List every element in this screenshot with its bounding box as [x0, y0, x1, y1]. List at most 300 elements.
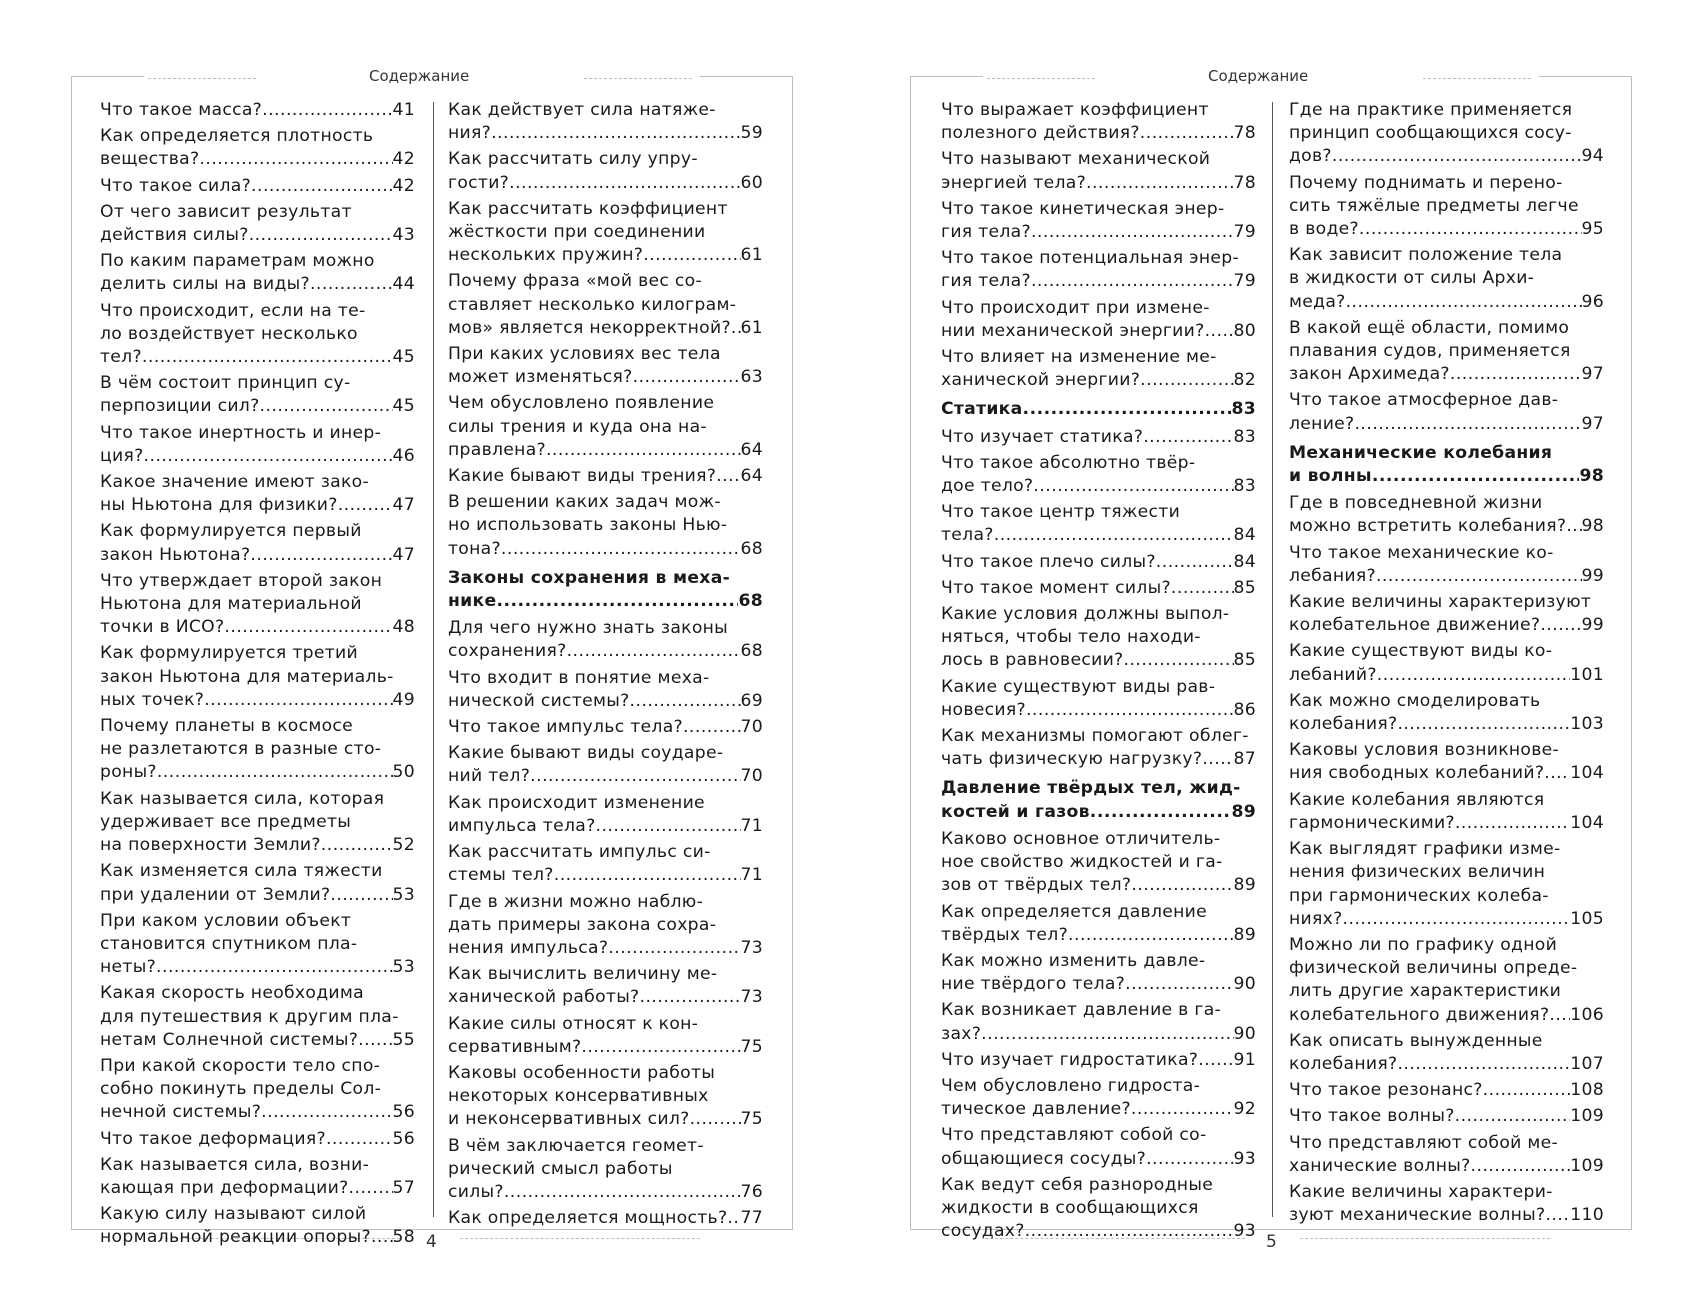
toc-entry: [941, 148, 1256, 194]
toc-entry: [100, 125, 415, 171]
toc-entry: [941, 426, 1256, 449]
toc-entry-last-line: [100, 346, 415, 369]
toc-entry-last-line: [448, 1181, 763, 1204]
toc-leader-dots: [1566, 515, 1581, 538]
toc-entry-last-line: [1289, 1204, 1604, 1227]
toc-entry-text: ханической работы?: [448, 987, 640, 1008]
toc-section-heading: [1289, 442, 1604, 488]
toc-entry-text: точки в ИСО?: [100, 617, 225, 638]
toc-entry-line: Чем обусловлено появление: [448, 393, 715, 414]
toc-entry-line: жидкости в сообщающихся: [941, 1197, 1199, 1218]
toc-entry-last-line: [1289, 565, 1604, 588]
toc-entry-text: сохранения?: [448, 641, 567, 662]
toc-entry-last-line: [941, 398, 1256, 421]
toc-entry-last-line: [941, 748, 1256, 771]
toc-entry-last-line: [100, 1226, 415, 1249]
toc-page-number: 69: [740, 690, 763, 711]
toc-entry-text: и волны: [1289, 466, 1372, 487]
toc-leader-dots: [156, 956, 392, 979]
toc-entry: [100, 642, 415, 712]
toc-entry-line: Как формулируется первый: [100, 521, 362, 542]
toc-entry-text: нения импульса?: [448, 937, 609, 958]
toc-entry-line: При каком условии объект: [100, 910, 352, 931]
toc-entry-text: ханической энергии?: [941, 370, 1141, 391]
toc-page-number: 89: [1233, 924, 1256, 945]
toc-entry-line: Какая скорость необходима: [100, 983, 364, 1004]
toc-entry-text: чать физическую нагрузку?: [941, 749, 1203, 770]
toc-entry-text: Что такое плечо силы?: [941, 551, 1156, 572]
toc-entry: [1289, 389, 1604, 435]
right-header-dash-1: [987, 78, 1095, 79]
toc-entry-line: Почему планеты в космосе: [100, 716, 354, 737]
toc-entry-text: зуют механические волны?: [1289, 1205, 1546, 1226]
toc-section-heading: [941, 777, 1256, 823]
toc-leader-dots: [1471, 1155, 1571, 1178]
toc-entry-line: нения физических величин: [1289, 862, 1546, 883]
toc-page-number: 48: [392, 617, 415, 638]
toc-entry-text: роны?: [100, 762, 157, 783]
toc-entry: [941, 577, 1256, 600]
toc-entry-last-line: [100, 761, 415, 784]
toc-page-number: 47: [392, 495, 415, 516]
toc-entry-text: может изменяться?: [448, 367, 633, 388]
left-column-divider: [433, 102, 434, 1217]
toc-entry-last-line: [941, 924, 1256, 947]
toc-entry-line: Как ведут себя разнородные: [941, 1174, 1214, 1195]
toc-leader-dots: [371, 1226, 393, 1249]
toc-entry-line: для путешествия к другим пла-: [100, 1006, 399, 1027]
toc-entry: [941, 676, 1256, 722]
toc-entry-last-line: [1289, 713, 1604, 736]
toc-entry-last-line: [941, 699, 1256, 722]
toc-page-number: 53: [392, 884, 415, 905]
toc-page-number: 109: [1570, 1155, 1604, 1176]
toc-entry-line: Что такое инертность и инер-: [100, 422, 382, 443]
toc-leader-dots: [1346, 291, 1582, 314]
toc-page-number: 45: [392, 347, 415, 368]
toc-page-number: 73: [740, 987, 763, 1008]
toc-entry-line: Где на практике применяется: [1289, 100, 1573, 120]
toc-entry-last-line: [448, 172, 763, 195]
toc-entry-last-line: [1289, 664, 1604, 687]
toc-entry-last-line: [1289, 762, 1604, 785]
toc-entry: [100, 1128, 415, 1151]
toc-entry-last-line: [448, 937, 763, 960]
toc-page-number: 49: [392, 689, 415, 710]
toc-leader-dots: [249, 224, 393, 247]
toc-entry-text: Что изучает статика?: [941, 426, 1144, 447]
toc-entry-last-line: [448, 439, 763, 462]
toc-entry-text: нической системы?: [448, 690, 630, 711]
toc-leader-dots: [250, 544, 392, 567]
toc-page-number: 52: [392, 835, 415, 856]
toc-leader-dots: [1068, 924, 1234, 947]
toc-entry-text: Что такое деформация?: [100, 1128, 326, 1149]
toc-page-number: 83: [1233, 476, 1256, 497]
toc-entry-last-line: [100, 445, 415, 468]
toc-page-number: 107: [1570, 1053, 1604, 1074]
toc-page-number: 108: [1570, 1080, 1604, 1101]
toc-entry-line: Как определяется давление: [941, 901, 1208, 922]
toc-leader-dots: [204, 689, 392, 712]
toc-entry-last-line: [448, 1036, 763, 1059]
toc-entry-line: удерживает все предметы: [100, 811, 352, 832]
toc-entry: [1289, 690, 1604, 736]
toc-page-number: 78: [1233, 172, 1256, 193]
toc-entry-last-line: [100, 616, 415, 639]
toc-entry-line: Что такое атмосферное дав-: [1289, 390, 1559, 411]
toc-entry-last-line: [941, 973, 1256, 996]
toc-entry: [1289, 99, 1604, 169]
toc-page-number: 86: [1233, 699, 1256, 720]
toc-entry: [100, 860, 415, 906]
toc-entry-line: По каким параметрам можно: [100, 251, 375, 272]
toc-leader-dots: [1125, 973, 1233, 996]
toc-entry-line: плавания судов, применяется: [1289, 341, 1571, 362]
toc-entry-line: Как вычислить величину ме-: [448, 964, 718, 985]
toc-entry-text: при удалении от Земли?: [100, 884, 331, 905]
toc-leader-dots: [224, 616, 392, 639]
toc-entry-last-line: [100, 99, 415, 122]
toc-leader-dots: [199, 148, 392, 171]
toc-entry: [941, 999, 1256, 1045]
toc-entry-text: ление?: [1289, 413, 1355, 434]
toc-entry: [448, 1135, 763, 1205]
left-page-number: 4: [426, 1232, 437, 1252]
toc-entry: [448, 1062, 763, 1132]
toc-leader-dots: [504, 1181, 741, 1204]
toc-page-number: 56: [392, 1102, 415, 1123]
toc-leader-dots: [501, 538, 741, 561]
toc-leader-dots: [1354, 413, 1581, 436]
toc-entry: [100, 520, 415, 566]
toc-entry-text: кающая при деформации?: [100, 1177, 349, 1198]
toc-entry-line: Почему фраза «мой вес со-: [448, 271, 702, 292]
toc-entry-line: Что происходит при измене-: [941, 297, 1210, 318]
toc-entry-last-line: [100, 395, 415, 418]
toc-entry-line: силы трения и куда она на-: [448, 416, 707, 437]
toc-entry-last-line: [941, 122, 1256, 145]
toc-entry-line: сить тяжёлые предметы легче: [1289, 195, 1579, 216]
toc-entry-line: В решении каких задач мож-: [448, 492, 721, 513]
toc-entry: [100, 471, 415, 517]
toc-leader-dots: [1033, 475, 1233, 498]
right-column-divider: [1272, 102, 1273, 1217]
toc-entry-line: Какое значение имеют зако-: [100, 472, 369, 493]
toc-entry-last-line: [100, 494, 415, 517]
toc-entry: [100, 1055, 415, 1125]
toc-entry-line: Какие бывают виды соударе-: [448, 743, 724, 764]
toc-entry: [1289, 1105, 1604, 1128]
toc-entry: [941, 725, 1256, 771]
toc-entry-line: некоторых консервативных: [448, 1086, 709, 1107]
toc-entry-last-line: [100, 1128, 415, 1151]
toc-leader-dots: [157, 761, 393, 784]
toc-entry-text: лебания?: [1289, 565, 1376, 586]
toc-leader-dots: [567, 640, 741, 663]
toc-entry-text: ниях?: [1289, 908, 1343, 929]
left-page-header: Содержание: [369, 67, 470, 85]
toc-page-number: 73: [740, 937, 763, 958]
toc-entry-text: нечной системы?: [100, 1102, 262, 1123]
right-page-number: 5: [1266, 1232, 1277, 1252]
toc-leader-dots: [731, 317, 741, 340]
toc-entry-line: Как называется сила, возни-: [100, 1154, 370, 1175]
toc-leader-dots: [994, 524, 1234, 547]
toc-page-number: 83: [1231, 399, 1256, 420]
toc-page-number: 45: [392, 396, 415, 417]
toc-page-number: 85: [1233, 577, 1256, 598]
toc-entry-line: рический смысл работы: [448, 1158, 673, 1179]
toc-entry-line: Как можно смоделировать: [1289, 690, 1541, 711]
toc-entry-last-line: [1289, 1053, 1604, 1076]
toc-leader-dots: [633, 366, 741, 389]
toc-entry-text: и неконсервативных сил?: [448, 1109, 690, 1130]
toc-entry-line: дать примеры закона сохра-: [448, 914, 717, 935]
toc-leader-dots: [1090, 801, 1232, 824]
toc-entry-text: ны Ньютона для физики?: [100, 495, 338, 516]
toc-page-number: 63: [740, 367, 763, 388]
toc-entry-text: Что такое импульс тела?: [448, 717, 683, 738]
toc-entry-line: При каких условиях вес тела: [448, 344, 721, 365]
toc-entry-line: Что называют механической: [941, 149, 1211, 170]
toc-entry-line: Какие силы относят к кон-: [448, 1013, 699, 1034]
toc-page-number: 91: [1233, 1049, 1256, 1070]
toc-page-number: 77: [740, 1208, 763, 1229]
toc-entry: [100, 372, 415, 418]
toc-entry: [941, 297, 1256, 343]
toc-entry-line: Что такое кинетическая энер-: [941, 198, 1225, 219]
toc-leader-dots: [1397, 1053, 1570, 1076]
toc-entry-last-line: [941, 369, 1256, 392]
toc-entry-last-line: [448, 244, 763, 267]
toc-entry: [1289, 838, 1604, 931]
right-col-2: [1289, 99, 1604, 1230]
toc-entry-text: гармоническими?: [1289, 812, 1455, 833]
toc-entry-last-line: [100, 544, 415, 567]
toc-entry-text: твёрдых тел?: [941, 924, 1069, 945]
toc-entry: [941, 452, 1256, 498]
toc-entry-last-line: [448, 366, 763, 389]
toc-entry-line: Каковы особенности работы: [448, 1062, 716, 1083]
toc-entry-text: Что такое волны?: [1289, 1106, 1455, 1127]
toc-entry-last-line: [448, 538, 763, 561]
toc-entry-line: Что входит в понятие меха-: [448, 667, 710, 688]
toc-entry-line: Каковы условия возникнове-: [1289, 740, 1560, 761]
toc-entry: [448, 891, 763, 961]
toc-leader-dots: [1131, 874, 1233, 897]
toc-entry: [941, 501, 1256, 547]
toc-page-number: 103: [1570, 714, 1604, 735]
toc-entry-text: тона?: [448, 538, 501, 559]
toc-page-number: 87: [1233, 749, 1256, 770]
toc-page-number: 70: [740, 766, 763, 787]
toc-page-number: 55: [392, 1029, 415, 1050]
toc-leader-dots: [1031, 221, 1234, 244]
toc-page-number: 60: [740, 172, 763, 193]
toc-leader-dots: [262, 99, 392, 122]
toc-leader-dots: [639, 986, 740, 1009]
toc-entry-line: закон Ньютона для материаль-: [100, 666, 394, 687]
toc-entry-line: Как называется сила, которая: [100, 788, 385, 809]
toc-entry: [941, 247, 1256, 293]
toc-entry-line: Что такое абсолютно твёр-: [941, 452, 1196, 473]
toc-entry-line: принцип сообщающихся сосу-: [1289, 123, 1572, 144]
toc-entry-last-line: [100, 175, 415, 198]
toc-entry-last-line: [100, 1101, 415, 1124]
toc-entry-last-line: [448, 590, 763, 613]
toc-entry-last-line: [941, 1220, 1256, 1243]
toc-entry-text: нормальной реакции опоры?: [100, 1227, 371, 1248]
toc-entry-text: в воде?: [1289, 219, 1359, 240]
toc-page-number: 109: [1570, 1106, 1604, 1127]
toc-page-number: 68: [740, 538, 763, 559]
toc-leader-dots: [144, 445, 393, 468]
toc-page-number: 53: [392, 957, 415, 978]
right-footer-dash-2: [1300, 1238, 1550, 1239]
toc-page-number: 76: [740, 1181, 763, 1202]
toc-entry-last-line: [1289, 515, 1604, 538]
toc-entry: [448, 841, 763, 887]
toc-leader-dots: [1549, 1004, 1570, 1027]
right-col-1: [941, 99, 1256, 1246]
toc-leader-dots: [142, 346, 393, 369]
toc-page-number: 83: [1233, 426, 1256, 447]
toc-entry: [100, 788, 415, 858]
toc-leader-dots: [1146, 1148, 1233, 1171]
toc-entry: [1289, 172, 1604, 242]
toc-entry-last-line: [448, 864, 763, 887]
toc-entry-line: но использовать законы Нью-: [448, 515, 728, 536]
toc-entry: [448, 270, 763, 340]
toc-page-number: 47: [392, 544, 415, 565]
toc-entry: [100, 1154, 415, 1200]
toc-entry: [1289, 640, 1604, 686]
toc-entry: [100, 201, 415, 247]
toc-page-number: 42: [392, 175, 415, 196]
toc-leader-dots: [330, 884, 392, 907]
toc-page-number: 46: [392, 445, 415, 466]
toc-entry-last-line: [941, 426, 1256, 449]
toc-entry-line: в жидкости от силы Архи-: [1289, 268, 1535, 289]
toc-entry-line: Как формулируется третий: [100, 643, 358, 664]
toc-leader-dots: [630, 690, 741, 713]
toc-page-number: 58: [392, 1227, 415, 1248]
toc-leader-dots: [1025, 1220, 1234, 1243]
toc-entry-last-line: [448, 465, 763, 488]
toc-entry-last-line: [448, 640, 763, 663]
toc-entry-text: Что такое сила?: [100, 175, 252, 196]
toc-page-number: 92: [1233, 1099, 1256, 1120]
toc-page-number: 98: [1579, 466, 1604, 487]
toc-leader-dots: [1455, 1105, 1571, 1128]
toc-entry-text: дое тело?: [941, 476, 1034, 497]
toc-entry-line: ставляет несколько килограм-: [448, 294, 737, 315]
toc-leader-dots: [530, 765, 740, 788]
toc-entry-line: ло воздействует несколько: [100, 323, 358, 344]
toc-entry-last-line: [941, 475, 1256, 498]
toc-page-number: 80: [1233, 320, 1256, 341]
toc-entry-text: Что такое масса?: [100, 100, 263, 120]
toc-leader-dots: [1205, 320, 1234, 343]
toc-entry: [941, 346, 1256, 392]
toc-entry-text: дов?: [1289, 146, 1332, 167]
toc-page-number: 41: [392, 100, 415, 120]
toc-entry-text: стемы тел?: [448, 865, 554, 886]
toc-entry-text: вещества?: [100, 149, 200, 170]
toc-page-number: 104: [1570, 812, 1604, 833]
toc-page-number: 61: [740, 317, 763, 338]
toc-entry-line: Что утверждает второй закон: [100, 570, 383, 591]
toc-entry: [448, 1207, 763, 1230]
toc-entry: [1289, 1030, 1604, 1076]
toc-page-number: 98: [1581, 516, 1604, 537]
toc-leader-dots: [727, 1207, 740, 1230]
toc-entry-last-line: [1289, 614, 1604, 637]
toc-page-number: 97: [1581, 364, 1604, 385]
toc-entry-text: действия силы?: [100, 225, 249, 246]
toc-entry-last-line: [448, 716, 763, 739]
toc-page-number: 101: [1570, 664, 1604, 685]
toc-entry: [100, 99, 415, 122]
toc-entry: [1289, 1132, 1604, 1178]
toc-entry-last-line: [1289, 1004, 1604, 1027]
toc-entry-last-line: [100, 884, 415, 907]
toc-entry-text: ния свободных колебаний?: [1289, 763, 1545, 784]
toc-page-number: 42: [392, 149, 415, 170]
toc-entry-line: Как действует сила натяже-: [448, 100, 716, 120]
toc-entry-line: Что выражает коэффициент: [941, 100, 1209, 120]
toc-leader-dots: [981, 1023, 1233, 1046]
toc-section-heading: [941, 398, 1256, 421]
toc-entry-last-line: [941, 1049, 1256, 1072]
toc-entry-line: физической величины опреде-: [1289, 958, 1578, 979]
toc-entry: [448, 99, 763, 145]
toc-entry-text: гости?: [448, 172, 510, 193]
toc-entry-line: Как определяется плотность: [100, 126, 374, 147]
toc-page-number: 105: [1570, 908, 1604, 929]
toc-entry-text: колебания?: [1289, 714, 1398, 735]
toc-entry-text: гия тела?: [941, 271, 1031, 292]
toc-entry-last-line: [448, 690, 763, 713]
toc-leader-dots: [1483, 1079, 1571, 1102]
toc-entry: [448, 742, 763, 788]
toc-entry-last-line: [1289, 413, 1604, 436]
toc-entry-last-line: [941, 649, 1256, 672]
toc-entry: [941, 603, 1256, 673]
toc-leader-dots: [1140, 122, 1234, 145]
toc-entry-last-line: [1289, 145, 1604, 168]
toc-page-number: 79: [1233, 222, 1256, 243]
toc-entry-line: Как механизмы помогают облег-: [941, 726, 1249, 747]
toc-entry-text: Что такое момент силы?: [941, 577, 1171, 598]
toc-leader-dots: [690, 1108, 741, 1131]
toc-entry-last-line: [1289, 291, 1604, 314]
toc-entry-text: ханические волны?: [1289, 1155, 1471, 1176]
toc-leader-dots: [1343, 908, 1571, 931]
left-header-rule-2: [700, 76, 793, 77]
toc-entry: [448, 963, 763, 1009]
toc-entry: [100, 715, 415, 785]
toc-entry-line: Как рассчитать импульс си-: [448, 842, 711, 863]
toc-page-number: 78: [1233, 123, 1256, 144]
toc-entry-last-line: [941, 801, 1256, 824]
toc-entry-text: Статика: [941, 399, 1023, 420]
toc-entry-last-line: [1289, 363, 1604, 386]
left-col-1: [100, 99, 415, 1253]
toc-entry: [941, 901, 1256, 947]
toc-entry: [941, 1049, 1256, 1072]
